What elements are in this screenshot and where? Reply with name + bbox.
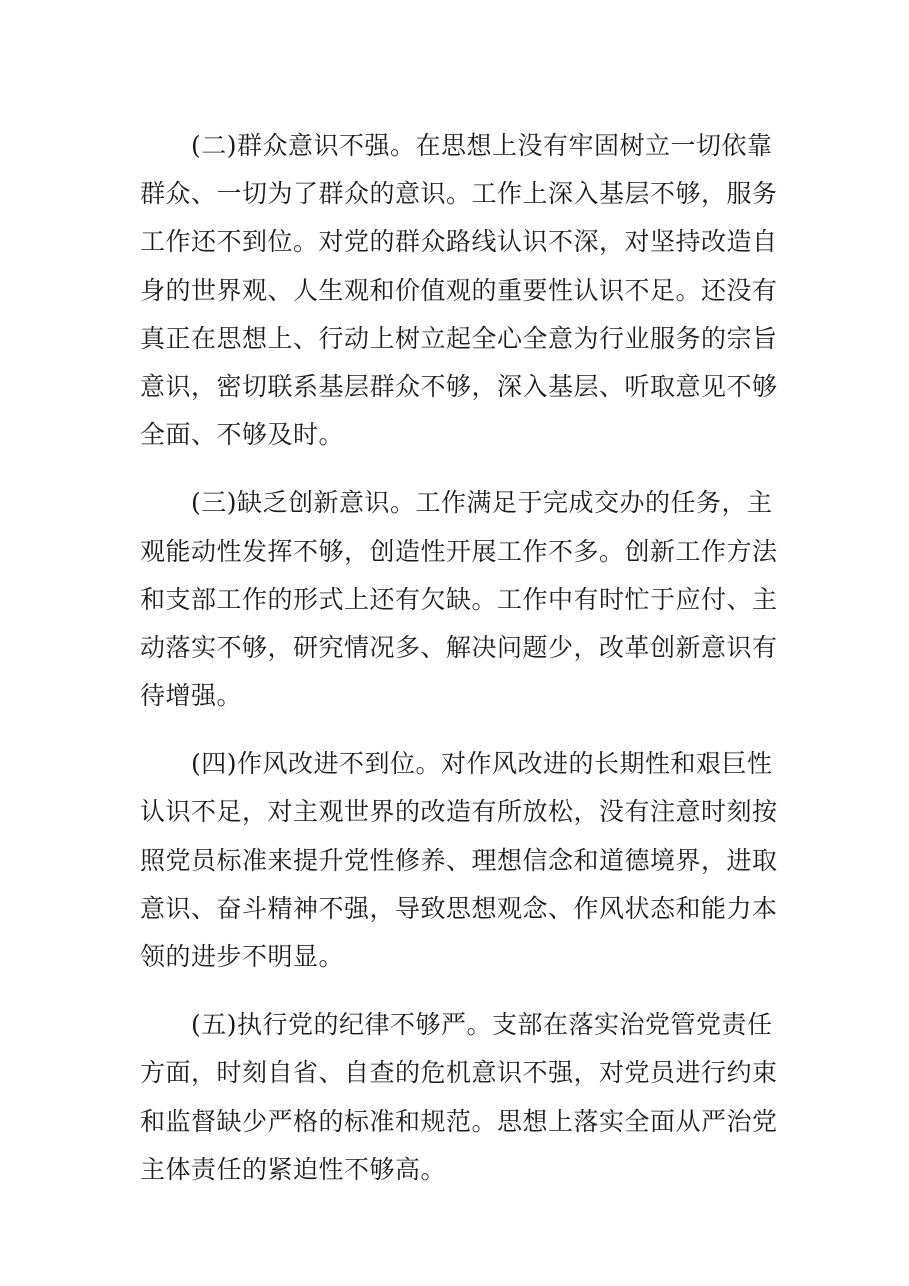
- paragraph-line: 认识不足，对主观世界的改造有所放松，没有注意时刻按: [140, 797, 778, 827]
- paragraph-line: 主体责任的紧迫性不够高。: [140, 1154, 447, 1184]
- paragraph-line: 工作还不到位。对党的群众路线认识不深，对坚持改造自: [140, 227, 778, 257]
- paragraph-party-discipline: [140, 1001, 778, 1194]
- paragraph-line: 和支部工作的形式上还有欠缺。工作中有时忙于应付、主: [140, 584, 778, 614]
- paragraph-line: 意识，密切联系基层群众不够，深入基层、听取意见不够: [140, 371, 778, 401]
- paragraph-line: 真正在思想上、行动上树立起全心全意为行业服务的宗旨: [140, 323, 778, 353]
- paragraph-innovation-awareness: [140, 479, 778, 720]
- paragraph-line: (五)执行党的纪律不够严。支部在落实治党管党责任: [191, 1010, 773, 1040]
- paragraph-line: (二)群众意识不强。在思想上没有牢固树立一切依靠: [191, 131, 773, 160]
- document-body: [140, 122, 778, 1214]
- paragraph-line: 和监督缺少严格的标准和规范。思想上落实全面从严治党: [140, 1106, 778, 1136]
- paragraph-line: 群众、一切为了群众的意识。工作上深入基层不够，服务: [140, 179, 778, 209]
- paragraph-line: (三)缺乏创新意识。工作满足于完成交办的任务，主: [191, 488, 773, 518]
- paragraph-line: 领的进步不明显。: [140, 942, 345, 971]
- paragraph-line: 动落实不够，研究情况多、解决问题少，改革创新意识有: [140, 632, 778, 662]
- paragraph-line: 照党员标准来提升党性修养、理想信念和道德境界，进取: [140, 845, 778, 875]
- paragraph-line: 方面，时刻自省、自查的危机意识不强，对党员进行约束: [140, 1058, 778, 1088]
- paragraph-work-style: [140, 740, 778, 981]
- paragraph-masses-awareness: [140, 122, 778, 459]
- paragraph-line: 观能动性发挥不够，创造性开展工作不多。创新工作方法: [140, 536, 778, 566]
- paragraph-line: 待增强。: [140, 681, 243, 711]
- paragraph-line: 意识、奋斗精神不强，导致思想观念、作风状态和能力本: [140, 893, 778, 923]
- paragraph-line: 全面、不够及时。: [140, 420, 345, 450]
- paragraph-line: 身的世界观、人生观和价值观的重要性认识不足。还没有: [140, 275, 778, 305]
- paragraph-line: (四)作风改进不到位。对作风改进的长期性和艰巨性: [191, 749, 773, 779]
